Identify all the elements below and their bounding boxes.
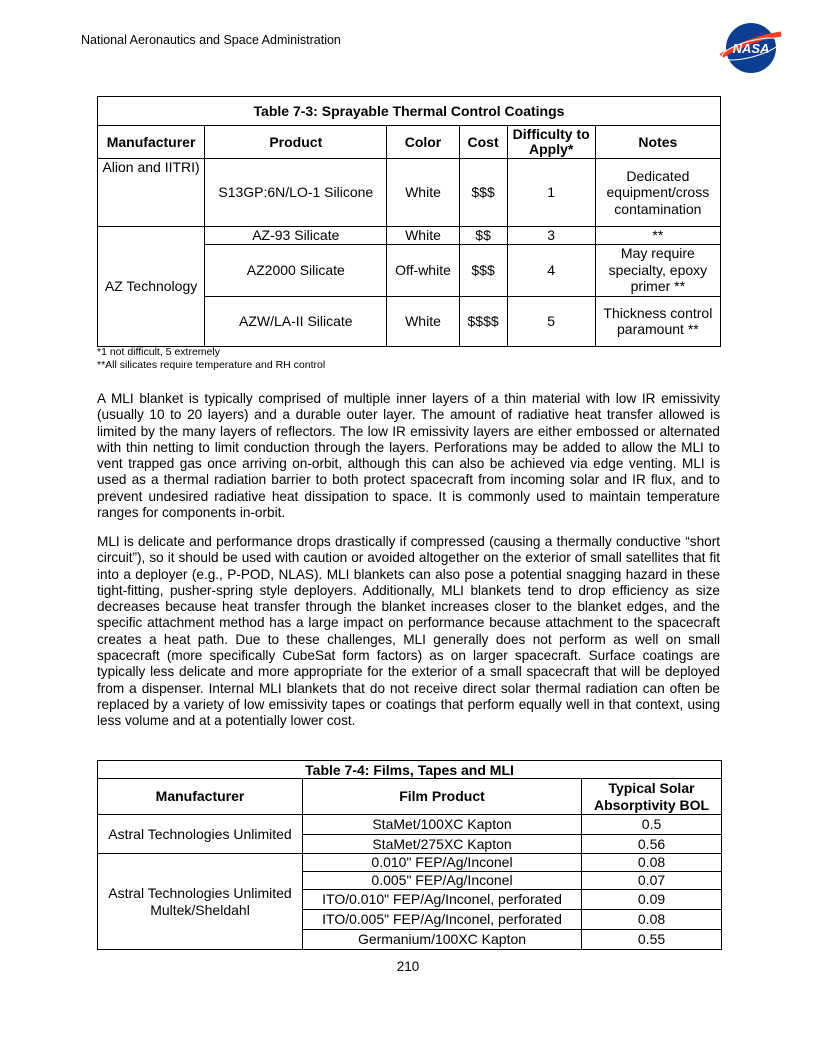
cost-cell: $$$	[459, 159, 507, 227]
table-row	[98, 159, 721, 227]
column-header: Notes	[595, 126, 720, 159]
manufacturer-cell: Astral Technologies Unlimited Multek/Sheldahl	[98, 854, 303, 950]
column-header: Product	[205, 126, 387, 159]
value-cell: 0.08	[582, 910, 722, 930]
footnote: *1 not difficult, 5 extremely	[97, 346, 220, 358]
column-header: Difficulty to Apply*	[507, 126, 595, 159]
product-cell: AZ2000 Silicate	[205, 244, 387, 296]
notes-cell: May require specialty, epoxy primer **	[595, 244, 720, 296]
product-cell: Germanium/100XC Kapton	[303, 930, 582, 950]
manufacturer-cell: Astral Technologies Unlimited	[98, 815, 303, 854]
column-header: Film Product	[303, 779, 582, 815]
column-header: Typical Solar Absorptivity BOL	[582, 779, 722, 815]
table-row	[98, 227, 721, 245]
product-cell: AZW/LA-II Silicate	[205, 296, 387, 346]
nasa-logo-icon	[717, 20, 785, 76]
value-cell: 0.07	[582, 872, 722, 890]
color-cell: White	[387, 159, 459, 227]
value-cell: 0.5	[582, 815, 722, 835]
color-cell: Off-white	[387, 244, 459, 296]
value-cell: 0.08	[582, 854, 722, 872]
page-number: 210	[396, 959, 420, 974]
difficulty-cell: 5	[507, 296, 595, 346]
footnote: **All silicates require temperature and RH control	[97, 359, 326, 371]
body-paragraph: A MLI blanket is typically comprised of multiple inner layers of a thin material with low IR emissivity (usually 10 to 20 layers) and a durable outer layer. The amount of radiative heat transfer allowed is limited by the many layers of reflectors. The low IR emissivity layers are either embossed or alternated with thin netting to limit conduction through the layers. Perforations may be added to allow the MLI to vent trapped gas once arriving on-orbit, although this can also be achieved via edge venting. MLI is used as a thermal radiation barrier to both protect spacecraft from incoming solar and IR flux, and to prevent undesired radiative heat dissipation to space. It is commonly used to maintain temperature ranges for components in-orbit.	[97, 391, 720, 521]
product-cell: ITO/0.005" FEP/Ag/Inconel, perforated	[303, 910, 582, 930]
table-footnotes	[97, 346, 325, 372]
product-cell: AZ-93 Silicate	[205, 227, 387, 245]
value-cell: 0.56	[582, 835, 722, 854]
value-cell: 0.55	[582, 930, 722, 950]
difficulty-cell: 1	[507, 159, 595, 227]
table-row	[98, 815, 722, 835]
column-header: Color	[387, 126, 459, 159]
product-cell: 0.010" FEP/Ag/Inconel	[303, 854, 582, 872]
product-cell: S13GP:6N/LO-1 Silicone	[205, 159, 387, 227]
cost-cell: $$	[459, 227, 507, 245]
cost-cell: $$$	[459, 244, 507, 296]
manufacturer-cell: Alion and IITRI)	[98, 159, 205, 227]
difficulty-cell: 3	[507, 227, 595, 245]
svg-text:NASA: NASA	[732, 41, 770, 56]
product-cell: StaMet/100XC Kapton	[303, 815, 582, 835]
table-row	[98, 854, 722, 872]
running-header: National Aeronautics and Space Administration	[81, 33, 341, 47]
body-paragraph: MLI is delicate and performance drops drastically if compressed (causing a thermally conductive “short circuit”), so it should be used with caution or avoided altogether on the exterior of small satellites that fit into a deployer (e.g., P-POD, NLAS). MLI blankets can also pose a potential snagging hazard in these tight-fitting, pusher-spring style deployers. Additionally, MLI blankets tend to drop efficiency as size decreases because heat transfer through the blanket increases closer to the blanket edges, and the specific attachment method has a large impact on performance because attachment to the spacecraft creates a heat path. Due to these challenges, MLI generally does not perform as well on small spacecraft (more specifically CubeSat form factors) as on larger spacecraft. Surface coatings are typically less delicate and more appropriate for the exterior of a small spacecraft that will be deployed from a dispenser. Internal MLI blankets that do not receive direct solar thermal radiation can often be replaced by a variety of low emissivity tapes or coatings that perform equally well in that context, using less volume and at a potentially lower cost.	[97, 534, 720, 729]
column-header: Manufacturer	[98, 126, 205, 159]
notes-cell: Dedicated equipment/cross contamination	[595, 159, 720, 227]
color-cell: White	[387, 227, 459, 245]
product-cell: ITO/0.010" FEP/Ag/Inconel, perforated	[303, 890, 582, 910]
notes-cell: **	[595, 227, 720, 245]
cost-cell: $$$$	[459, 296, 507, 346]
table-title: Table 7-3: Sprayable Thermal Control Coatings	[98, 97, 721, 126]
notes-cell: Thickness control paramount **	[595, 296, 720, 346]
value-cell: 0.09	[582, 890, 722, 910]
table-7-3	[97, 96, 721, 347]
difficulty-cell: 4	[507, 244, 595, 296]
product-cell: StaMet/275XC Kapton	[303, 835, 582, 854]
column-header: Cost	[459, 126, 507, 159]
column-header: Manufacturer	[98, 779, 303, 815]
table-title: Table 7-4: Films, Tapes and MLI	[98, 761, 722, 779]
color-cell: White	[387, 296, 459, 346]
product-cell: 0.005" FEP/Ag/Inconel	[303, 872, 582, 890]
manufacturer-cell: AZ Technology	[98, 227, 205, 347]
table-7-4	[97, 760, 722, 950]
